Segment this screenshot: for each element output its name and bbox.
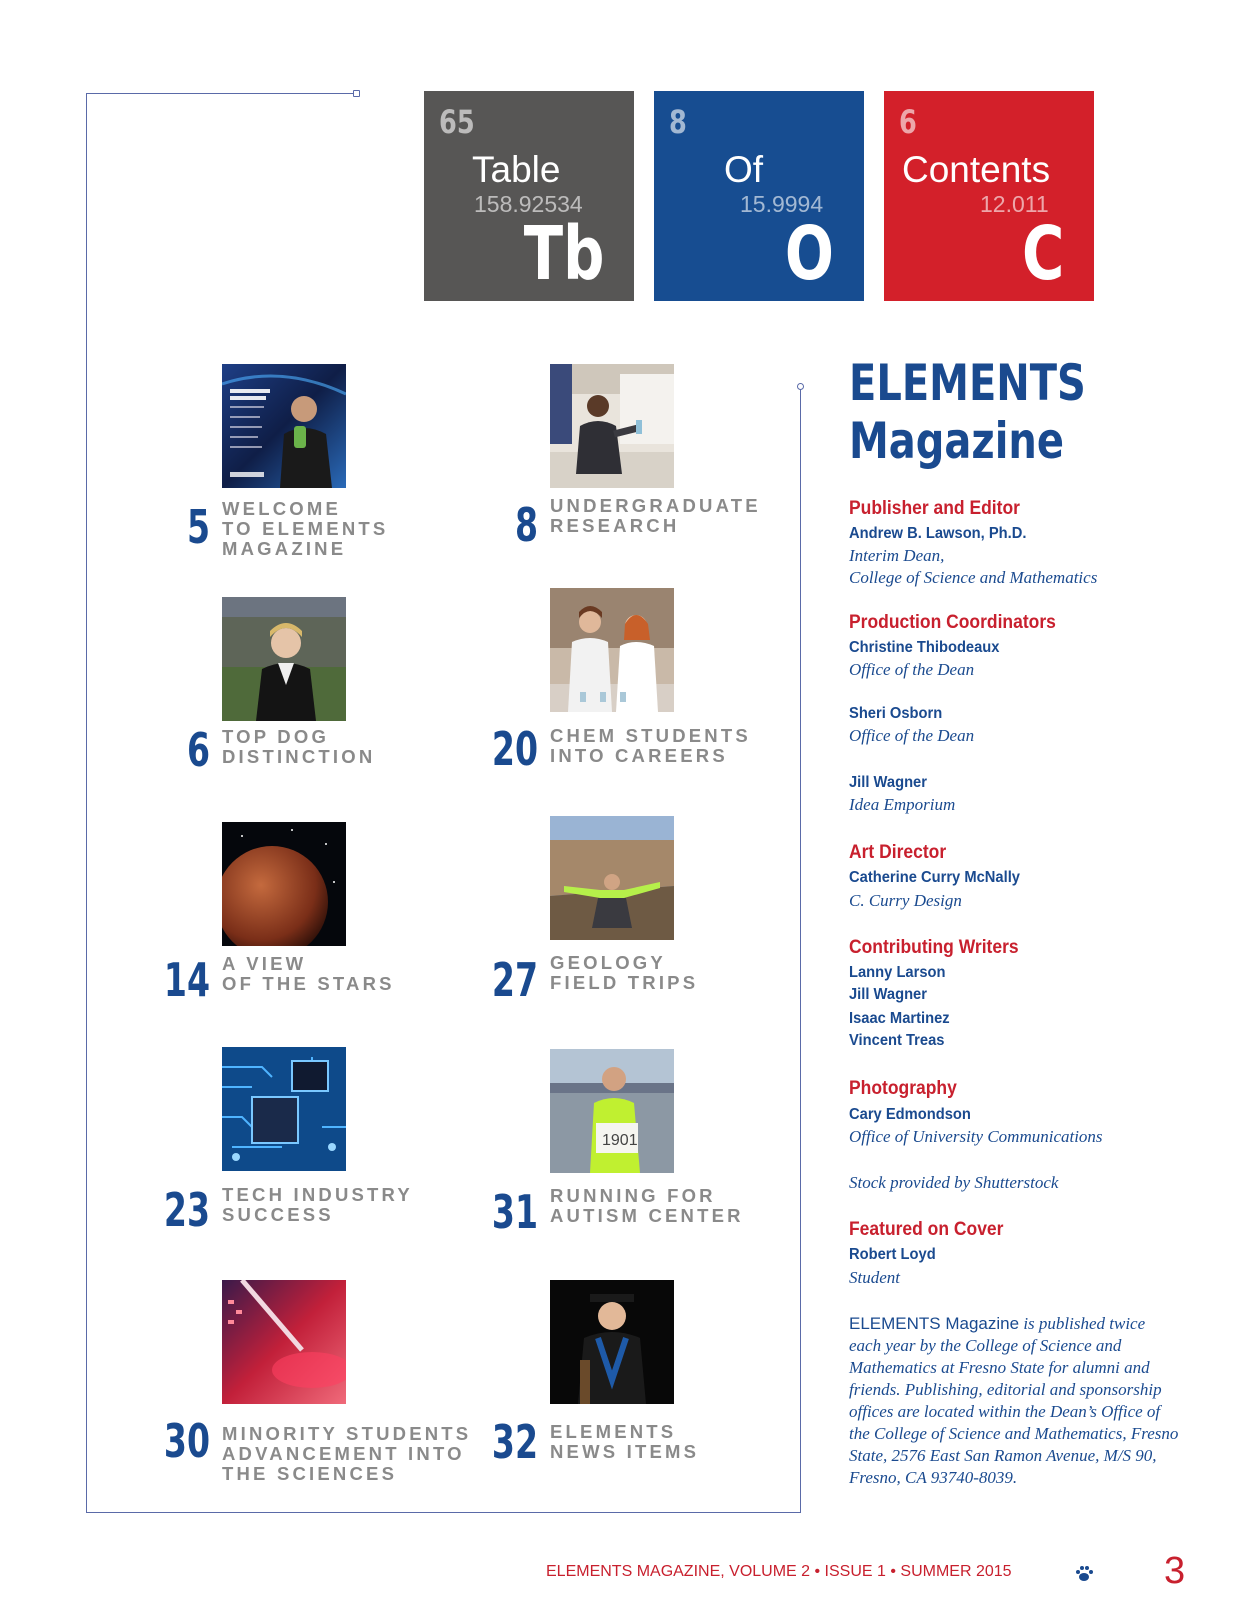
toc-title-line: ELEMENTS <box>550 1421 677 1442</box>
toc-thumb-magazine-cover[interactable] <box>222 364 346 488</box>
tile-mass: 158.92534 <box>474 191 583 217</box>
credit-role: C. Curry Design <box>849 891 962 910</box>
toc-title-tech-industry[interactable] <box>222 1185 413 1225</box>
toc-thumb-canyon-student[interactable] <box>550 816 674 940</box>
credit-name: Jill Wagner <box>849 774 927 791</box>
publication-blurb <box>849 1313 1179 1489</box>
tile-mass: 15.9994 <box>740 191 824 217</box>
credit-name: Robert Loyd <box>849 1246 936 1263</box>
toc-page-number: 30 <box>163 1414 210 1468</box>
toc-thumb-planet[interactable] <box>222 822 346 946</box>
toc-thumb-circuit-board[interactable] <box>222 1047 346 1171</box>
tile-word: Contents <box>902 149 1051 190</box>
credit-name: Lanny Larson <box>849 964 946 981</box>
frame-left-line <box>86 93 87 1513</box>
frame-top-line <box>86 93 356 94</box>
toc-page-number: 14 <box>163 953 210 1007</box>
tile-number: 6 <box>899 103 917 141</box>
credit-role: Office of the Dean <box>849 660 975 679</box>
toc-title-line: SUCCESS <box>222 1204 334 1225</box>
credit-role: Interim Dean, <box>849 546 945 565</box>
tile-word: Of <box>724 149 764 190</box>
toc-title-line: GEOLOGY <box>550 952 666 973</box>
toc-title-minority-students[interactable] <box>222 1424 471 1484</box>
toc-title-line: ADVANCEMENT INTO <box>222 1443 465 1464</box>
toc-title-line: UNDERGRADUATE <box>550 495 761 516</box>
masthead-title <box>849 354 1086 470</box>
tile-of <box>654 91 864 301</box>
svg-text:1901: 1901 <box>602 1132 638 1149</box>
credit-name: Sheri Osborn <box>849 705 943 722</box>
footer-issue-info: ELEMENTS MAGAZINE, VOLUME 2 • ISSUE 1 • SUMMER 2015 <box>546 1563 1012 1580</box>
tile-symbol: O <box>784 211 834 297</box>
toc-page-number: 20 <box>491 722 538 776</box>
frame-bottom-line <box>86 1512 801 1513</box>
section-heading: Art Director <box>849 842 947 863</box>
section-heading: Featured on Cover <box>849 1219 1004 1240</box>
toc-title-line: AUTISM CENTER <box>550 1205 744 1226</box>
toc-title-news-items[interactable] <box>550 1422 699 1462</box>
toc-title-line: WELCOME <box>222 498 342 519</box>
section-heading: Production Coordinators <box>849 612 1056 633</box>
toc-title-line: TO ELEMENTS <box>222 518 389 539</box>
toc-page-number: 6 <box>186 723 210 777</box>
credit-name: Andrew B. Lawson, Ph.D. <box>849 525 1027 542</box>
credit-role: Office of the Dean <box>849 726 975 745</box>
blurb-text: is published twice each year by the College of Science and Mathematics at Fresno State for alumni and friends. Publishing, editorial and sponsorship offices are located within the Dean’s Office of the College of Science and Mathematics, Fresno State, 2576 East San Ramon Avenue, M/S 90, Fresno, CA 93740-8039. <box>849 1314 1179 1487</box>
section-heading: Photography <box>849 1078 957 1099</box>
toc-title-line: OF THE STARS <box>222 973 395 994</box>
credit-name: Cary Edmondson <box>849 1106 971 1123</box>
page-number: 3 <box>1164 1550 1186 1592</box>
toc-title-line: DISTINCTION <box>222 746 376 767</box>
frame-corner-dot <box>353 90 360 97</box>
toc-thumb-woman-portrait[interactable] <box>222 597 346 721</box>
tile-number: 8 <box>669 103 687 141</box>
tile-symbol: C <box>1021 211 1064 297</box>
toc-page-number: 32 <box>491 1415 538 1469</box>
credit-name: Isaac Martinez <box>849 1010 950 1027</box>
toc-thumb-graduate[interactable] <box>550 1280 674 1404</box>
toc-title-running[interactable] <box>550 1186 744 1226</box>
tile-symbol: Tb <box>523 211 604 297</box>
section-heading: Contributing Writers <box>849 937 1019 958</box>
tile-table <box>424 91 634 301</box>
toc-thumb-chemistry-lab[interactable] <box>550 588 674 712</box>
toc-title-line: MINORITY STUDENTS <box>222 1423 472 1444</box>
credit-role: College of Science and Mathematics <box>849 568 1098 587</box>
tile-contents <box>884 91 1094 301</box>
paw-icon <box>1074 1564 1094 1584</box>
toc-title-undergraduate-research[interactable] <box>550 496 761 536</box>
toc-title-line: A VIEW <box>222 953 307 974</box>
toc-thumb-pipette[interactable] <box>222 1280 346 1404</box>
toc-thumb-lab-researcher[interactable] <box>550 364 674 488</box>
toc-title-line: INTO CAREERS <box>550 745 728 766</box>
toc-title-welcome[interactable] <box>222 499 388 559</box>
tile-word: Table <box>472 149 561 190</box>
section-heading: Publisher and Editor <box>849 498 1020 519</box>
credit-role: Student <box>849 1268 900 1287</box>
toc-title-top-dog[interactable] <box>222 727 375 767</box>
toc-title-line: FIELD TRIPS <box>550 972 699 993</box>
masthead-title-line1: ELEMENTS <box>849 354 1086 412</box>
toc-page-number: 23 <box>163 1183 210 1237</box>
toc-title-line: NEWS ITEMS <box>550 1441 700 1462</box>
toc-page-number: 31 <box>491 1185 538 1239</box>
toc-title-line: RESEARCH <box>550 515 680 536</box>
toc-title-view-stars[interactable] <box>222 954 395 994</box>
stock-note: Stock provided by Shutterstock <box>849 1173 1059 1192</box>
tile-mass: 12.011 <box>980 191 1049 217</box>
frame-right-line <box>800 386 801 1513</box>
toc-page-number: 5 <box>186 500 210 554</box>
credit-role: Idea Emporium <box>849 795 956 814</box>
toc-title-line: RUNNING FOR <box>550 1185 716 1206</box>
toc-thumb-runner-sign[interactable] <box>550 1049 674 1173</box>
toc-page-number: 8 <box>514 498 538 552</box>
toc-title-geology[interactable] <box>550 953 698 993</box>
tile-number: 65 <box>439 103 475 141</box>
credit-name: Jill Wagner <box>849 986 927 1003</box>
blurb-lead: ELEMENTS Magazine <box>849 1314 1020 1333</box>
credit-name: Catherine Curry McNally <box>849 869 1020 886</box>
toc-title-line: CHEM STUDENTS <box>550 725 751 746</box>
toc-title-line: MAGAZINE <box>222 538 347 559</box>
toc-page-number: 27 <box>491 953 538 1007</box>
toc-title-line: TECH INDUSTRY <box>222 1184 413 1205</box>
masthead-title-line2: Magazine <box>849 412 1065 470</box>
toc-title-chem-students[interactable] <box>550 726 751 766</box>
credit-name: Christine Thibodeaux <box>849 639 1000 656</box>
frame-corner-dot <box>797 383 804 390</box>
credit-role: Office of University Communications <box>849 1127 1103 1146</box>
toc-title-line: TOP DOG <box>222 726 330 747</box>
credit-name: Vincent Treas <box>849 1032 945 1049</box>
toc-title-line: THE SCIENCES <box>222 1463 398 1484</box>
